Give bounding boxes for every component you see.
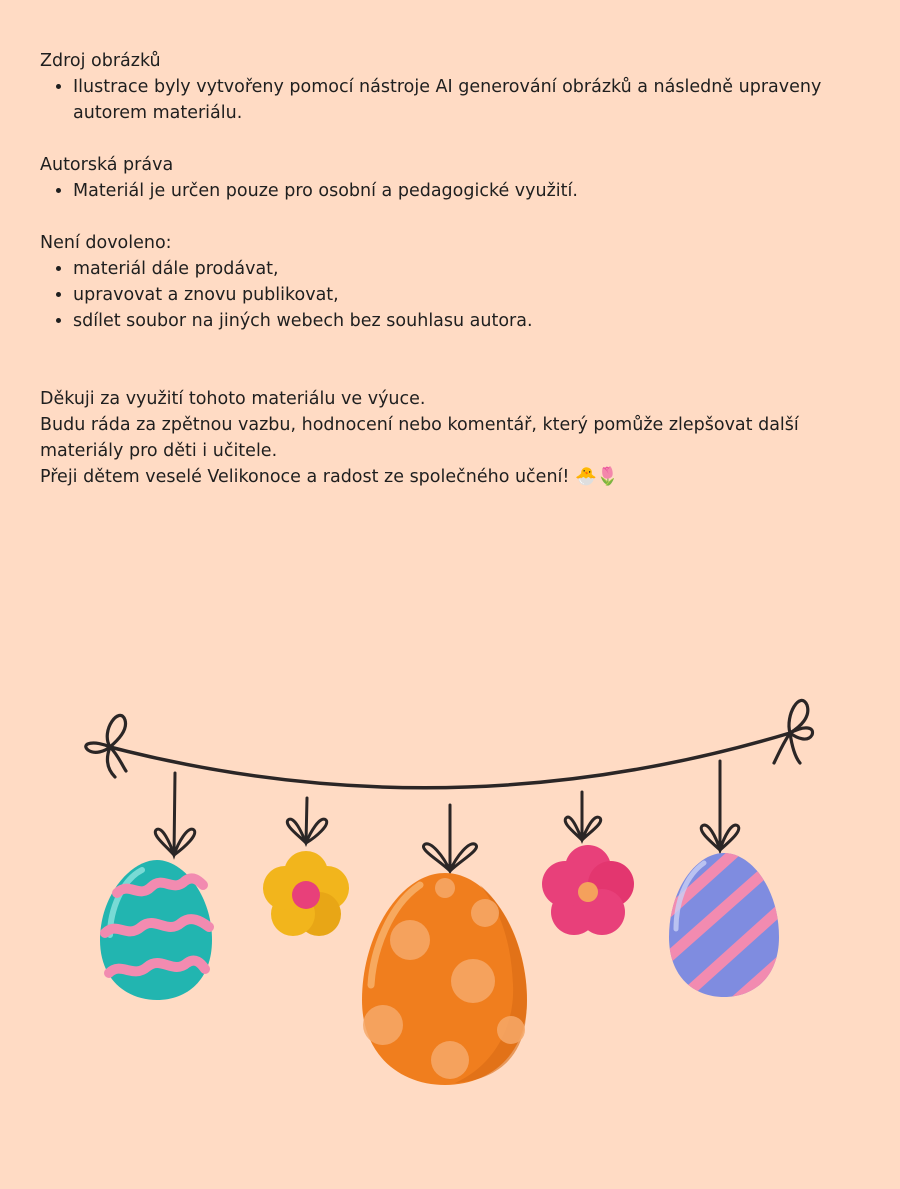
feedback-text: Budu ráda za zpětnou vazbu, hodnocení nebo komentář, který pomůže zlepšovat další materiály pro děti i učitele.	[40, 415, 799, 461]
easter-egg-icon	[654, 835, 804, 1020]
easter-egg-icon	[362, 873, 527, 1085]
easter-egg-icon	[100, 860, 212, 1000]
list-item: • Ilustrace byly vytvořeny pomocí nástroje AI generování obrázků a následně upraveny autorem materiálu.	[73, 74, 840, 126]
closing-section	[40, 386, 840, 490]
copyright-section	[40, 152, 840, 204]
list-item: • Materiál je určen pouze pro osobní a pedagogické využití.	[73, 178, 840, 204]
bow-icon	[774, 700, 813, 763]
text-content	[40, 48, 840, 490]
wishes-line	[40, 464, 840, 490]
bow-icon	[86, 715, 126, 777]
garland-string	[110, 733, 790, 788]
wishes-text: Přeji dětem veselé Velikonoce a radost ze společného učení!	[40, 467, 570, 487]
not-allowed-list	[40, 256, 840, 334]
copyright-title: Autorská práva	[40, 155, 174, 175]
copyright-list	[40, 178, 840, 204]
list-item: • materiál dále prodávat,	[73, 256, 840, 282]
sources-section	[40, 48, 840, 126]
emoji-chick-tulip: 🐣🌷	[575, 467, 619, 487]
not-allowed-section	[40, 230, 840, 334]
sources-title: Zdroj obrázků	[40, 51, 161, 71]
sources-list	[40, 74, 840, 126]
easter-garland-illustration	[70, 685, 830, 1095]
flower-icon	[263, 851, 349, 936]
list-item: • sdílet soubor na jiných webech bez souhlasu autora.	[73, 308, 840, 334]
flower-icon	[542, 845, 634, 935]
list-item: • upravovat a znovu publikovat,	[73, 282, 840, 308]
thanks-text: Děkuji za využití tohoto materiálu ve výuce.	[40, 389, 426, 409]
not-allowed-title: Není dovoleno:	[40, 233, 172, 253]
